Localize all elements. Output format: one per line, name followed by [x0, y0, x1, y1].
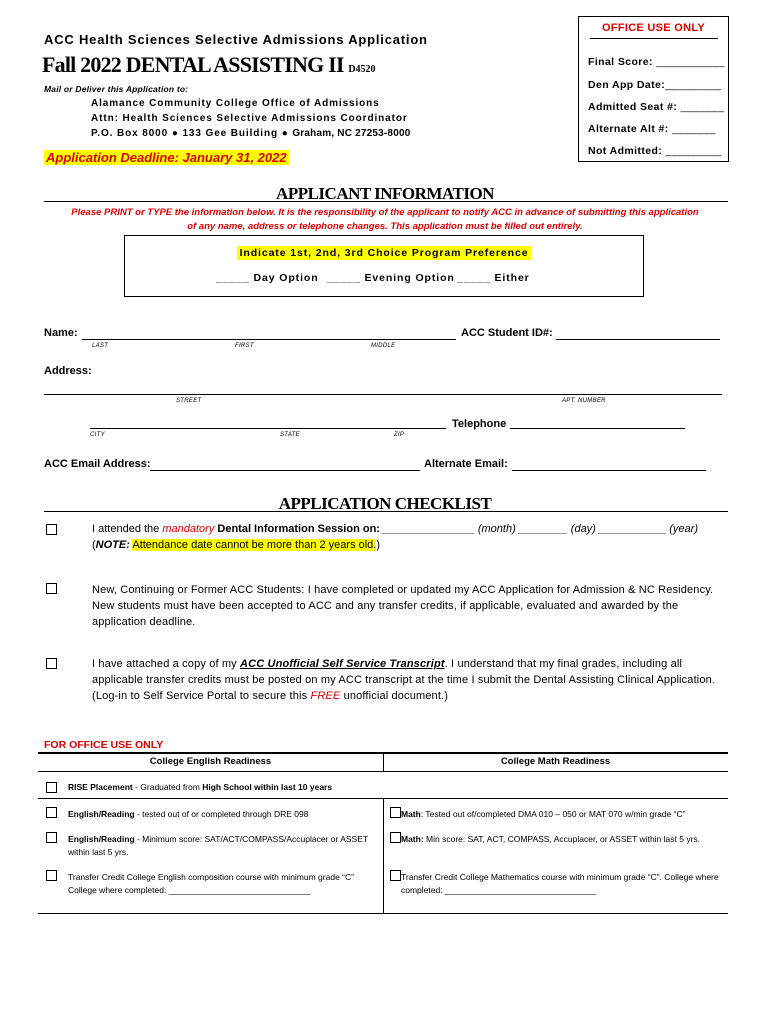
street-label: STREET	[176, 398, 202, 404]
middle-name-label: MIDDLE	[371, 343, 396, 349]
apt-number-label: APT. NUMBER	[562, 398, 606, 404]
acc-email-input[interactable]	[150, 470, 420, 471]
telephone-input[interactable]	[510, 428, 685, 429]
alternate-email-input[interactable]	[512, 470, 706, 471]
checklist-checkbox-transcript[interactable]	[46, 658, 57, 669]
either-option[interactable]: _____ Either	[457, 272, 530, 284]
page-title: Fall 2022 DENTAL ASSISTING II D4520	[42, 52, 376, 77]
mailing-address	[91, 96, 410, 141]
mail-label: Mail or Deliver this Application to:	[44, 84, 189, 94]
math-checkbox-2[interactable]	[390, 832, 401, 843]
city-label: CITY	[90, 432, 105, 438]
last-name-label: LAST	[92, 343, 109, 349]
english-reading-checkbox-1[interactable]	[46, 807, 57, 818]
math-transfer-checkbox[interactable]	[390, 870, 401, 881]
name-label: Name:	[44, 327, 78, 339]
program-code: D4520	[348, 64, 376, 75]
student-id-input[interactable]	[556, 339, 720, 340]
evening-option[interactable]: _____ Evening Option	[327, 272, 455, 284]
column-divider	[383, 798, 384, 914]
address-label: Address:	[44, 365, 92, 377]
checklist-title: APPLICATION CHECKLIST	[278, 494, 492, 513]
checklist-rule	[44, 511, 728, 512]
col-english-readiness: College English Readiness	[149, 756, 272, 767]
student-id-label: ACC Student ID#:	[461, 327, 553, 339]
checklist-item-session: I attended the mandatory Dental Information Session on: _______________ (month) ________ (day) ___________ (year) (NOTE: Attendance date cannot be more than 2 years old.)	[92, 523, 698, 551]
english-reading-tested: English/Reading - tested out of or completed through DRE 098	[68, 809, 309, 819]
preference-title-wrap	[124, 243, 644, 261]
office-title-underline	[590, 38, 718, 39]
day-option[interactable]: _____ Day Option	[216, 272, 319, 284]
zip-label: ZIP	[394, 432, 405, 438]
office-use-title: OFFICE USE ONLY	[601, 22, 706, 34]
address-line-1: Alamance Community College Office of Admissions	[91, 98, 380, 109]
den-app-date-field[interactable]: Den App Date:_________	[588, 79, 722, 91]
math-tested: Math: Tested out of/completed DMA 010 – 050 or MAT 070 w/min grade “C”	[401, 809, 686, 819]
math-checkbox-1[interactable]	[390, 807, 401, 818]
english-transfer-checkbox[interactable]	[46, 870, 57, 881]
city-state-zip-input[interactable]	[90, 428, 446, 429]
application-header: ACC Health Sciences Selective Admissions Application	[44, 32, 428, 47]
state-label: STATE	[280, 432, 300, 438]
applicant-info-rule	[44, 201, 728, 202]
street-input[interactable]	[44, 394, 722, 395]
address-line-2: Attn: Health Sciences Selective Admissions Coordinator	[91, 113, 408, 124]
admitted-seat-field[interactable]: Admitted Seat #: _______	[588, 101, 725, 113]
alternate-email-label: Alternate Email:	[424, 458, 508, 470]
applicant-info-title: APPLICANT INFORMATION	[276, 184, 494, 203]
first-name-label: FIRST	[235, 343, 254, 349]
math-transfer-credit: Transfer Credit College Mathematics course with minimum grade “C”. College where completed: ________________________________	[401, 872, 719, 895]
col-math-readiness: College Math Readiness	[500, 756, 611, 767]
telephone-label: Telephone	[452, 418, 507, 430]
alternate-alt-field[interactable]: Alternate Alt #: _______	[588, 123, 716, 135]
english-reading-checkbox-2[interactable]	[46, 832, 57, 843]
math-score: Math: Min score: SAT, ACT, COMPASS, Accuplacer, or ASSET within last 5 yrs.	[401, 834, 701, 844]
english-reading-score: English/Reading - Minimum score: SAT/ACT/COMPASS/Accuplacer or ASSET within last 5 yrs.	[68, 834, 368, 857]
for-office-use-title: FOR OFFICE USE ONLY	[44, 739, 164, 751]
header-divider	[383, 752, 384, 772]
address-line-3: P.O. Box 8000 ● 133 Gee Building ● Graham, NC 27253-8000	[91, 128, 411, 139]
name-input[interactable]	[82, 339, 456, 340]
acc-email-label: ACC Email Address:	[44, 458, 151, 470]
final-score-field[interactable]: Final Score: ___________	[588, 56, 725, 68]
applicant-notice: Please PRINT or TYPE the information below. It is the responsibility of the applicant to notify ACC in advance of submitting this application of any name, address or telephone changes. This application must be filled out entirely.	[71, 207, 699, 232]
application-deadline: Application Deadline: January 31, 2022	[46, 150, 287, 165]
preference-title: Indicate 1st, 2nd, 3rd Choice Program Preference	[237, 246, 532, 260]
rise-checkbox[interactable]	[46, 782, 57, 793]
checklist-item-transcript: I have attached a copy of my ACC Unofficial Self Service Transcript. I understand that my final grades, including all applicable transfer credits must be posted on my ACC transcript at the time I submit the Dental Assisting Clinical Application. (Log-in to Self Service Portal to secure this FREE unofficial document.)	[92, 658, 716, 702]
rise-placement-text: RISE Placement - Graduated from High School within last 10 years	[68, 782, 333, 792]
checklist-item-application: New, Continuing or Former ACC Students: I have completed or updated my ACC Application for Admission & NC Residency. New students must have been accepted to ACC and any transfer credits, if applicable, evaluated and awarded by the application deadline.	[92, 584, 714, 628]
english-transfer-credit: Transfer Credit College English composition course with minimum grade “C” College where completed: ______________________________	[68, 872, 354, 895]
not-admitted-field[interactable]: Not Admitted: _________	[588, 145, 722, 157]
checklist-checkbox-application[interactable]	[46, 583, 57, 594]
checklist-checkbox-session[interactable]	[46, 524, 57, 535]
